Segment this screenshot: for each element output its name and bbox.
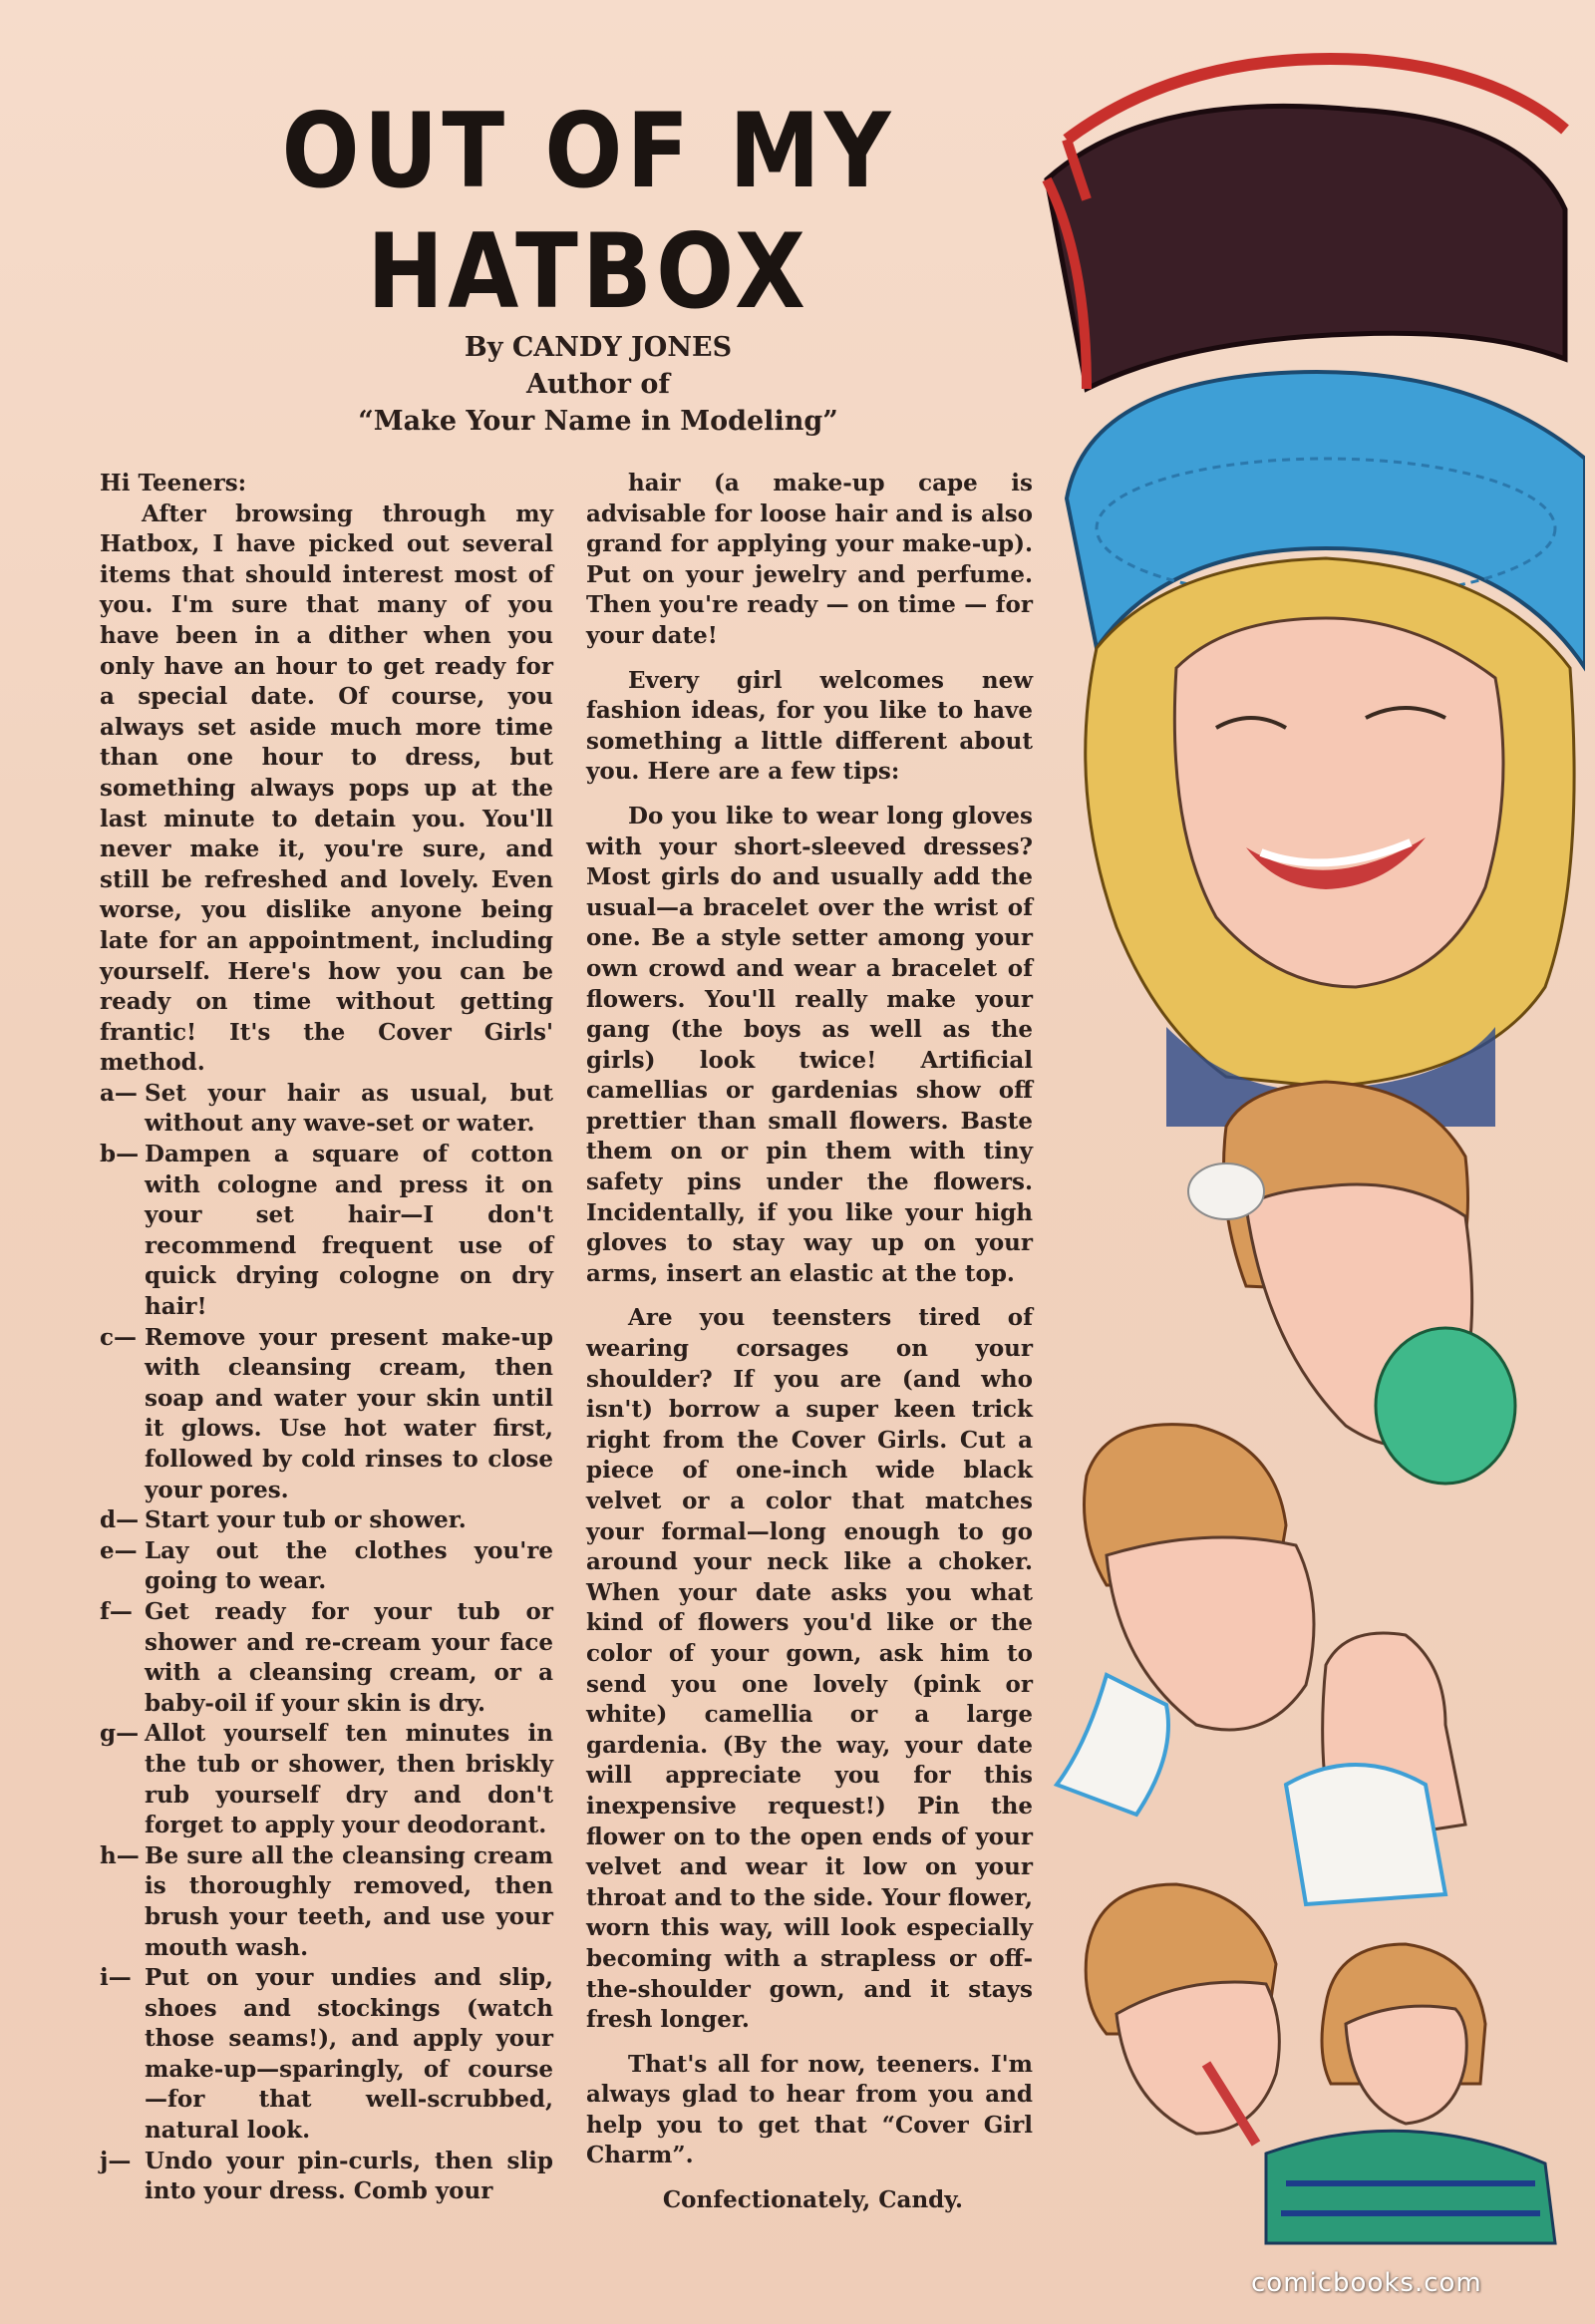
step-letter: c—: [100, 1323, 138, 1351]
step-text: Set your hair as usual, but without any wave-set or water.: [145, 1079, 553, 1138]
step-letter: g—: [100, 1720, 140, 1748]
watermark: comicbooks.com: [1251, 2268, 1482, 2298]
step-letter: e—: [100, 1536, 138, 1564]
signature: Confectionately, Candy.: [662, 2186, 963, 2214]
woman-with-towel-illustration: [1057, 1425, 1465, 1904]
continued-paragraph: hair (a make-up cape is advisable for loose hair and is also grand for applying your make-up). Put on your jewelry and perfume. Then you're ready — on time — for your date!: [586, 470, 1033, 649]
article-column-2: [586, 469, 1033, 2216]
steps-list: [100, 1079, 553, 2207]
step-text: Undo your pin-curls, then slip into your dress. Comb your: [145, 2147, 553, 2205]
byline-author-of: Author of: [526, 369, 670, 400]
title-line-1: OUT OF MY: [281, 92, 895, 211]
byline: [329, 329, 867, 440]
step-letter: d—: [100, 1506, 140, 1534]
step-item: [100, 1079, 553, 1140]
corsage-paragraph: Are you teensters tired of wearing corsages on your shoulder? If you are (and who isn't) borrow a super keen trick right from the Cover Girls. Cut a piece of one-inch wide black velvet or a color that matches your formal—long enough to go around your neck like a choker. When your date asks you what kind of flowers you'd like or the color of your gown, ask him to send you one lovely (pink or white) camellia or a large gardenia. (By the way, your date will appreciate you for this inexpensive request!) Pin the flower on to the open ends of your velvet and wear it low on your throat and to the side. Your flower, worn this way, will look especially becoming with a strapless or off-the-shoulder gown, and it stays fresh longer.: [586, 1304, 1033, 2034]
woman-portrait-illustration: [1086, 558, 1574, 1127]
step-letter: b—: [100, 1141, 140, 1168]
step-item: [100, 1963, 553, 2147]
step-item: [100, 1841, 553, 1963]
fashion-ideas-paragraph: Every girl welcomes new fashion ideas, for you like to have something a little different about you. Here are a few tips:: [586, 666, 1033, 786]
step-item: [100, 1719, 553, 1840]
woman-applying-lipstick-illustration: [1086, 1884, 1279, 2144]
step-letter: f—: [100, 1597, 133, 1625]
step-text: Dampen a square of cotton with cologne and press it on your set hair—I don't recommend frequent use of quick drying cologne on dry hair!: [145, 1141, 553, 1321]
illustration-panel: [1027, 30, 1585, 2253]
step-letter: j—: [100, 2147, 132, 2174]
page-title: [269, 92, 907, 333]
step-letter: h—: [100, 1841, 140, 1869]
step-letter: i—: [100, 1964, 132, 1992]
step-letter: a—: [100, 1079, 138, 1107]
step-text: Get ready for your tub or shower and re-cream your face with a cleansing cream, or a baby-oil if your skin is dry.: [145, 1597, 553, 1717]
step-item: [100, 1505, 553, 1536]
step-item: [100, 1536, 553, 1597]
step-text: Start your tub or shower.: [145, 1506, 467, 1534]
step-item: [100, 1140, 553, 1323]
gloves-paragraph: Do you like to wear long gloves with your short-sleeved dresses? Most girls do and usually add the usual—a bracelet over the wrist of one. Be a style setter among your own crowd and wear a bracelet of flowers. You'll really make your gang (the boys as well as the girls) look twice! Artificial camellias or gardenias show off prettier than small flowers. Baste them on or pin them with tiny safety pins under the flowers. Incidentally, if you like your high gloves to stay way up on your arms, insert an elastic at the top.: [586, 802, 1033, 1287]
step-text: Lay out the clothes you're going to wear.: [145, 1536, 553, 1595]
step-text: Allot yourself ten minutes in the tub or shower, then briskly rub yourself dry and don't forget to apply your deodorant.: [145, 1720, 553, 1839]
byline-book-title: “Make Your Name in Modeling”: [358, 406, 838, 437]
smiling-woman-illustration: [1266, 1944, 1555, 2243]
woman-with-cotton-illustration: [1188, 1082, 1515, 1484]
closing-paragraph: That's all for now, teeners. I'm always glad to hear from you and help you to get that “Cover Girl Charm”.: [586, 2050, 1033, 2169]
byline-author-name: By CANDY JONES: [464, 332, 733, 363]
step-item: [100, 1323, 553, 1506]
hatbox-illustration: [1047, 59, 1565, 389]
step-item: [100, 1597, 553, 1719]
title-line-2: HATBOX: [367, 212, 809, 332]
article-column-1: [100, 469, 553, 2207]
step-item: [100, 2147, 553, 2207]
greeting: Hi Teeners:: [100, 470, 247, 497]
intro-paragraph: After browsing through my Hatbox, I have picked out several items that should interest most of you. I'm sure that many of you have been in a dither when you only have an hour to get ready for a special date. Of course, you always set aside much more time than one hour to dress, but something always pops up at the last minute to detain you. You'll never make it, you're sure, and still be refreshed and lovely. Even worse, you dislike anyone being late for an appointment, including yourself. Here's how you can be ready on time without getting frantic! It's the Cover Girls' method.: [100, 499, 553, 1077]
step-text: Remove your present make-up with cleansing cream, then soap and water your skin until it glows. Use hot water first, followed by cold rinses to close your pores.: [145, 1323, 553, 1503]
step-text: Put on your undies and slip, shoes and stockings (watch those seams!), and apply your make-up—sparingly, of course—for that well-scrubbed, natural look.: [145, 1964, 553, 2145]
step-text: Be sure all the cleansing cream is thoroughly removed, then brush your teeth, and use your mouth wash.: [145, 1841, 553, 1961]
